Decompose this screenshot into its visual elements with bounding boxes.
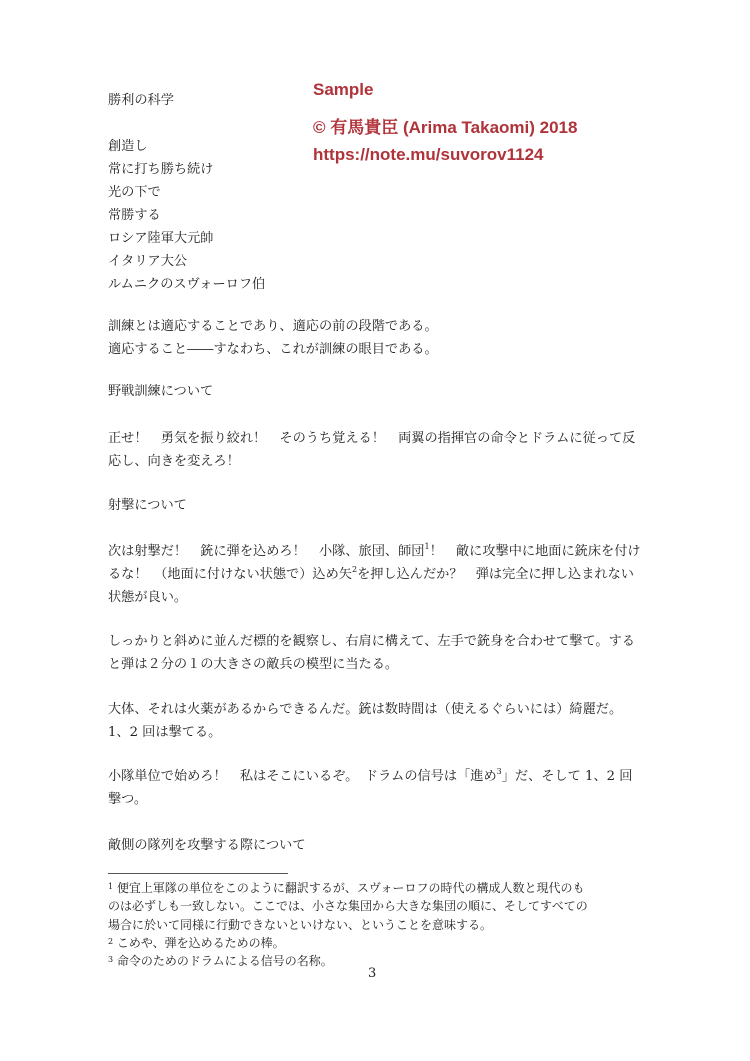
text-line: 光の下で	[108, 185, 161, 200]
footnote-ref: 2	[351, 565, 358, 574]
footnote-divider	[108, 873, 288, 874]
text-line: 状態が良い。	[108, 590, 188, 605]
footnote-text: こめや、弾を込めるための棒。	[116, 935, 285, 950]
text-line: 大体、それは火薬があるからできるんだ。銃は数時間は（使えるぐらいには）綺麗だ。	[108, 702, 623, 717]
footnote-text: 便宜上軍隊の単位をこのように翻訳するが、スヴォーロフの時代の構成人数と現代のも	[116, 881, 585, 895]
watermark-url: https://note.mu/suvorov1124	[313, 145, 544, 164]
footnote-number: 3	[108, 955, 114, 965]
section-heading: 敵側の隊列を攻撃する際について	[108, 838, 306, 853]
text-line: 創造し	[108, 139, 148, 154]
text: 次は射撃だ！ 銃に弾を込めろ！ 小隊、旅団、師団	[108, 544, 425, 559]
text: 小隊単位で始めろ！ 私はそこにいるぞ。 ドラムの信号は「進め	[108, 769, 497, 784]
text-line: 正せ！ 勇気を振り絞れ！ そのうち覚える！ 両翼の指揮官の命令とドラムに従って反	[108, 431, 636, 446]
footnote-ref: 3	[496, 767, 502, 776]
text-line: 1、2 回は撃てる。	[108, 725, 222, 740]
section-heading: 野戦訓練について	[108, 384, 214, 399]
field-paragraph	[108, 427, 635, 473]
watermark-copyright: © 有馬貴臣 (Arima Takaomi) 2018	[313, 118, 578, 137]
aim-paragraph	[108, 630, 635, 676]
platoon-paragraph	[108, 765, 632, 811]
text: を押し込んだか？ 弾は完全に押し込まれない	[357, 567, 634, 582]
text-line: 常に打ち勝ち続け	[108, 162, 214, 177]
text-line: と弾は２分の１の大きさの敵兵の模型に当たる。	[108, 657, 399, 672]
section-heading: 射撃について	[108, 498, 187, 513]
text-line: 訓練とは適応することであり、適応の前の段階である。	[108, 319, 438, 334]
intro-paragraph	[108, 315, 438, 361]
text: ！ 敵に攻撃中に地面に銃床を付け	[429, 544, 641, 559]
text-line: 応し、向きを変えろ！	[108, 454, 240, 469]
text-line: 撃つ。	[108, 792, 148, 807]
dedication	[108, 135, 265, 296]
text: るな！ （地面に付けない状態で）込め矢	[108, 567, 352, 582]
text-line: ルムニクのスヴォーロフ伯	[108, 277, 266, 292]
text-line: ロシア陸軍大元帥	[108, 231, 214, 246]
text: 」だ、そして 1、2 回	[501, 769, 633, 784]
footnote-ref: 1	[424, 542, 430, 551]
powder-paragraph	[108, 698, 622, 744]
footnote-text: 命令のためのドラムによる信号の名称。	[116, 954, 333, 969]
footnote-number: 2	[108, 936, 114, 946]
page-number: 3	[368, 966, 377, 981]
footnote-number: 1	[108, 882, 114, 891]
text-line: 適応すること――すなわち、これが訓練の眼目である。	[108, 342, 438, 357]
text-line: イタリア大公	[108, 254, 188, 269]
doc-title: 勝利の科学	[108, 93, 174, 108]
footnote-text: 場合に於いて同様に行動できないといけない、ということを意味する。	[108, 917, 493, 932]
text-line: しっかりと斜めに並んだ標的を観察し、右肩に構えて、左手で銃身を合わせて撃て。する	[108, 634, 635, 649]
footnote-text: のは必ずしも一致しない。ここでは、小さな集団から大きな集団の順に、そしてすべての	[108, 899, 588, 914]
footnotes	[108, 879, 588, 970]
shooting-paragraph	[108, 540, 641, 609]
text-line: 常勝する	[108, 208, 161, 223]
watermark: Sample	[313, 80, 374, 99]
